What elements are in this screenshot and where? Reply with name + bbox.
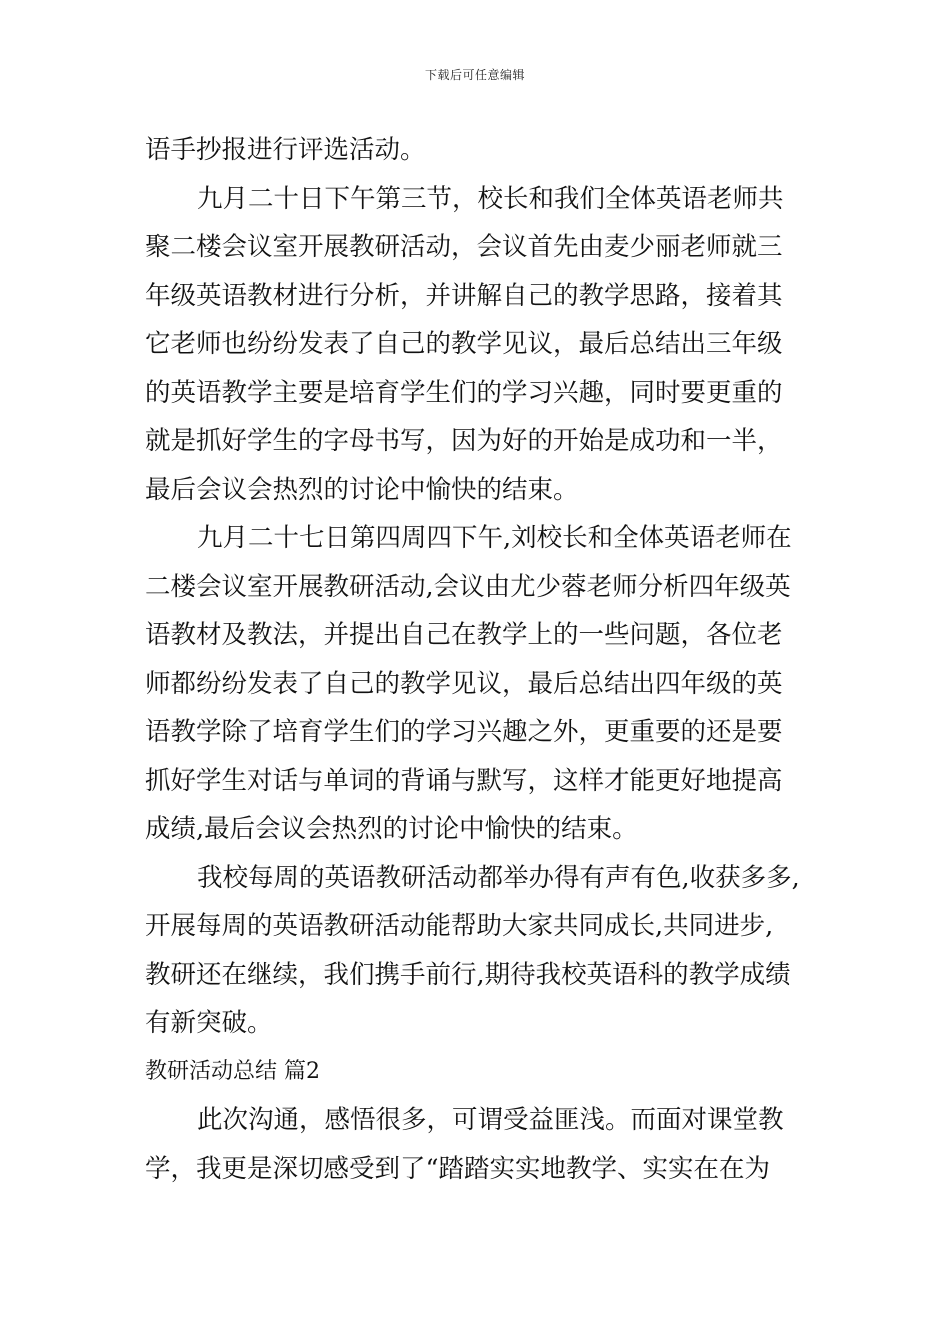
text-line: 师都纷纷发表了自己的教学见议，最后总结出四年级的英 [145, 668, 783, 699]
text-line: 成绩,最后会议会热烈的讨论中愉快的结束。 [145, 814, 638, 844]
text-line: 它老师也纷纷发表了自己的教学见议，最后总结出三年级 [145, 329, 783, 359]
text-line: 教研还在继续，我们携手前行,期待我校英语科的教学成绩 [145, 959, 791, 990]
text-line: 九月二十日下午第三节，校长和我们全体英语老师共 [197, 183, 784, 214]
page-header: 下载后可任意编辑 [424, 68, 525, 82]
text-line: 开展每周的英语教研活动能帮助大家共同成长,共同进步, [145, 911, 774, 941]
text-line: 年级英语教材进行分析，并讲解自己的教学思路，接着其 [145, 280, 783, 311]
text-line: 就是抓好学生的字母书写，因为好的开始是成功和一半， [145, 426, 783, 456]
text-line: 此次沟通，感悟很多，可谓受益匪浅。而面对课堂教 [197, 1105, 784, 1135]
text-line: 九月二十七日第四周四下午,刘校长和全体英语老师在 [197, 523, 792, 553]
text-line: 二楼会议室开展教研活动,会议由尤少蓉老师分析四年级英 [145, 571, 791, 602]
text-line: 最后会议会热烈的讨论中愉快的结束。 [145, 474, 579, 505]
text-line: 语教学除了培育学生们的学习兴趣之外，更重要的还是要 [145, 717, 783, 747]
text-line: 抓好学生对话与单词的背诵与默写，这样才能更好地提高 [145, 765, 783, 796]
text-line: 语手抄报进行评选活动。 [145, 135, 426, 165]
text-line: 语教材及教法，并提出自己在教学上的一些问题，各位老 [145, 620, 783, 650]
text-line: 有新突破。 [145, 1008, 273, 1038]
text-line: 我校每周的英语教研活动都举办得有声有色,收获多多, [197, 862, 800, 893]
text-line: 学，我更是深切感受到了“踏踏实实地教学、实实在在为 [145, 1153, 771, 1184]
section-heading: 教研活动总结 篇2 [145, 1058, 320, 1084]
document-body [145, 126, 810, 1193]
text-line: 聚二楼会议室开展教研活动，会议首先由麦少丽老师就三 [145, 232, 783, 262]
text-line: 的英语教学主要是培育学生们的学习兴趣，同时要更重的 [145, 377, 783, 408]
